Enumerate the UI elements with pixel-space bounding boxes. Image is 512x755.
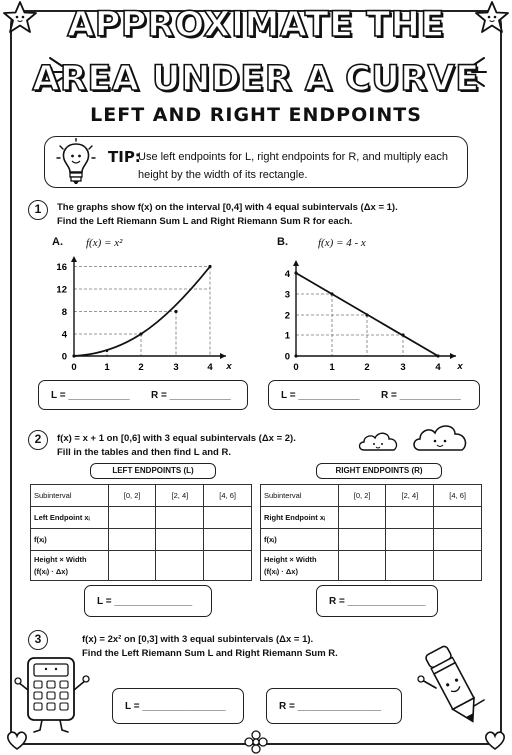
graph-b-xtick: 2 <box>364 362 370 373</box>
table-input-cell[interactable] <box>338 507 386 529</box>
answer-box-a[interactable] <box>38 380 248 410</box>
graph-a-xtick: 4 <box>207 362 213 373</box>
graph-a-ytick: 16 <box>56 262 67 273</box>
answer-box-q2-left[interactable] <box>84 585 212 617</box>
answer-a-right: R = ___________ <box>151 390 231 401</box>
answer-q2-right: R = ______________ <box>329 596 426 607</box>
question-number-1: 1 <box>28 200 48 220</box>
table-row <box>261 507 482 529</box>
table-header-cell: [4, 6] <box>204 485 252 507</box>
table-input-cell[interactable] <box>204 507 252 529</box>
graph-b-function: f(x) = 4 - x <box>318 237 366 249</box>
graph-b-xtick: 3 <box>400 362 406 373</box>
table-header-cell: [2, 4] <box>156 485 204 507</box>
answer-box-q3-left[interactable] <box>112 688 244 724</box>
table-row-label: f(xᵢ) <box>261 529 339 551</box>
q3-line-1: f(x) = 2x² on [0,3] with 3 equal subintervals (Δx = 1). <box>82 634 314 645</box>
left-table-title: LEFT ENDPOINTS (L) <box>90 463 216 479</box>
graph-b-xaxis-label: x <box>457 361 463 372</box>
table-input-cell[interactable] <box>108 551 156 581</box>
answer-q3-right: R = _______________ <box>279 701 382 712</box>
graph-b <box>266 252 476 374</box>
cloud-icon <box>410 420 472 454</box>
pencil-icon <box>414 640 494 732</box>
lightbulb-icon <box>56 138 96 188</box>
answer-q2-left: L = ______________ <box>97 596 193 607</box>
right-table-title: RIGHT ENDPOINTS (R) <box>316 463 442 479</box>
table-input-cell[interactable] <box>434 529 482 551</box>
flower-icon <box>244 730 268 754</box>
answer-box-b[interactable] <box>268 380 480 410</box>
row-label-line-1: Height × Width <box>34 555 87 564</box>
cloud-icon <box>356 428 402 454</box>
graph-a-xtick: 2 <box>138 362 144 373</box>
graph-a-xtick: 1 <box>104 362 110 373</box>
table-row <box>31 485 252 507</box>
title-block <box>0 6 512 98</box>
answer-b-right: R = ___________ <box>381 390 461 401</box>
table-header-cell: Subinterval <box>31 485 109 507</box>
graph-a-ytick: 0 <box>61 351 67 363</box>
table-row-label <box>31 551 109 581</box>
graph-b-ytick: 3 <box>284 289 290 301</box>
answer-a-left: L = ___________ <box>51 390 130 401</box>
table-input-cell[interactable] <box>156 529 204 551</box>
graph-a-xtick: 0 <box>71 362 77 373</box>
table-row <box>261 485 482 507</box>
q3-line-2: Find the Left Riemann Sum L and Right Riemann Sum R. <box>82 648 338 659</box>
answer-q3-left: L = _______________ <box>125 701 226 712</box>
answer-box-q3-right[interactable] <box>266 688 402 724</box>
table-row-label: f(xᵢ) <box>31 529 109 551</box>
table-input-cell[interactable] <box>434 551 482 581</box>
title-line-1: APPROXIMATE THE <box>67 5 445 45</box>
tip-text: Use left endpoints for L, right endpoints for R, and multiply each height by the width of its rectangle. <box>138 151 449 181</box>
table-input-cell[interactable] <box>386 529 434 551</box>
q2-line-2: Fill in the tables and then find L and R. <box>57 447 231 458</box>
table-input-cell[interactable] <box>204 529 252 551</box>
graph-a-ytick: 12 <box>56 284 67 296</box>
table-row <box>261 529 482 551</box>
graph-a-letter: A. <box>52 236 63 248</box>
graph-b-xtick: 4 <box>435 362 441 373</box>
graph-b-ytick: 4 <box>284 269 290 280</box>
table-row-label: Left Endpoint xᵢ <box>31 507 109 529</box>
question-number-3: 3 <box>28 630 48 650</box>
graph-b-letter: B. <box>277 236 288 248</box>
subtitle: LEFT AND RIGHT ENDPOINTS <box>90 104 422 126</box>
graph-a-xaxis-label: x <box>226 361 232 372</box>
answer-box-q2-right[interactable] <box>316 585 438 617</box>
table-header-cell: [0, 2] <box>338 485 386 507</box>
graph-a-ytick: 8 <box>61 307 67 318</box>
graph-b-xtick: 0 <box>293 362 299 373</box>
table-input-cell[interactable] <box>108 529 156 551</box>
left-endpoints-table <box>30 484 252 581</box>
table-input-cell[interactable] <box>108 507 156 529</box>
table-input-cell[interactable] <box>338 551 386 581</box>
graph-a-ytick: 4 <box>61 329 67 341</box>
q1-line-1: The graphs show f(x) on the interval [0,4] with 4 equal subintervals (Δx = 1). <box>57 202 398 213</box>
graph-a-function: f(x) = x² <box>86 237 123 249</box>
table-row <box>261 551 482 581</box>
table-input-cell[interactable] <box>338 529 386 551</box>
graph-b-ytick: 2 <box>284 310 290 322</box>
table-header-cell: [4, 6] <box>434 485 482 507</box>
tip-label: TIP: <box>108 148 141 166</box>
table-header-cell: Subinterval <box>261 485 339 507</box>
table-input-cell[interactable] <box>156 551 204 581</box>
question-number-2: 2 <box>28 430 48 450</box>
graph-b-ytick: 1 <box>284 330 290 342</box>
table-input-cell[interactable] <box>386 507 434 529</box>
answer-b-left: L = ___________ <box>281 390 360 401</box>
table-input-cell[interactable] <box>204 551 252 581</box>
table-input-cell[interactable] <box>156 507 204 529</box>
table-row <box>31 551 252 581</box>
row-label-line-2: (f(xᵢ) · Δx) <box>34 567 68 576</box>
graph-b-ytick: 0 <box>284 351 290 363</box>
table-row <box>31 507 252 529</box>
table-header-cell: [2, 4] <box>386 485 434 507</box>
q1-line-2: Find the Left Riemann Sum L and Right Riemann Sum R for each. <box>57 216 353 227</box>
title-line-2: AREA UNDER A CURVE <box>32 59 480 99</box>
table-row-label <box>261 551 339 581</box>
row-label-line-2: (f(xᵢ) · Δx) <box>264 567 298 576</box>
graph-b-xtick: 1 <box>329 362 335 373</box>
table-input-cell[interactable] <box>434 507 482 529</box>
q2-line-1: f(x) = x + 1 on [0,6] with 3 equal subintervals (Δx = 2). <box>57 433 296 444</box>
graph-a <box>40 252 250 374</box>
table-row-label: Right Endpoint xᵢ <box>261 507 339 529</box>
calculator-icon <box>14 654 92 736</box>
table-row <box>31 529 252 551</box>
right-endpoints-table <box>260 484 482 581</box>
table-header-cell: [0, 2] <box>108 485 156 507</box>
row-label-line-1: Height × Width <box>264 555 317 564</box>
graph-a-xtick: 3 <box>173 362 179 373</box>
table-input-cell[interactable] <box>386 551 434 581</box>
